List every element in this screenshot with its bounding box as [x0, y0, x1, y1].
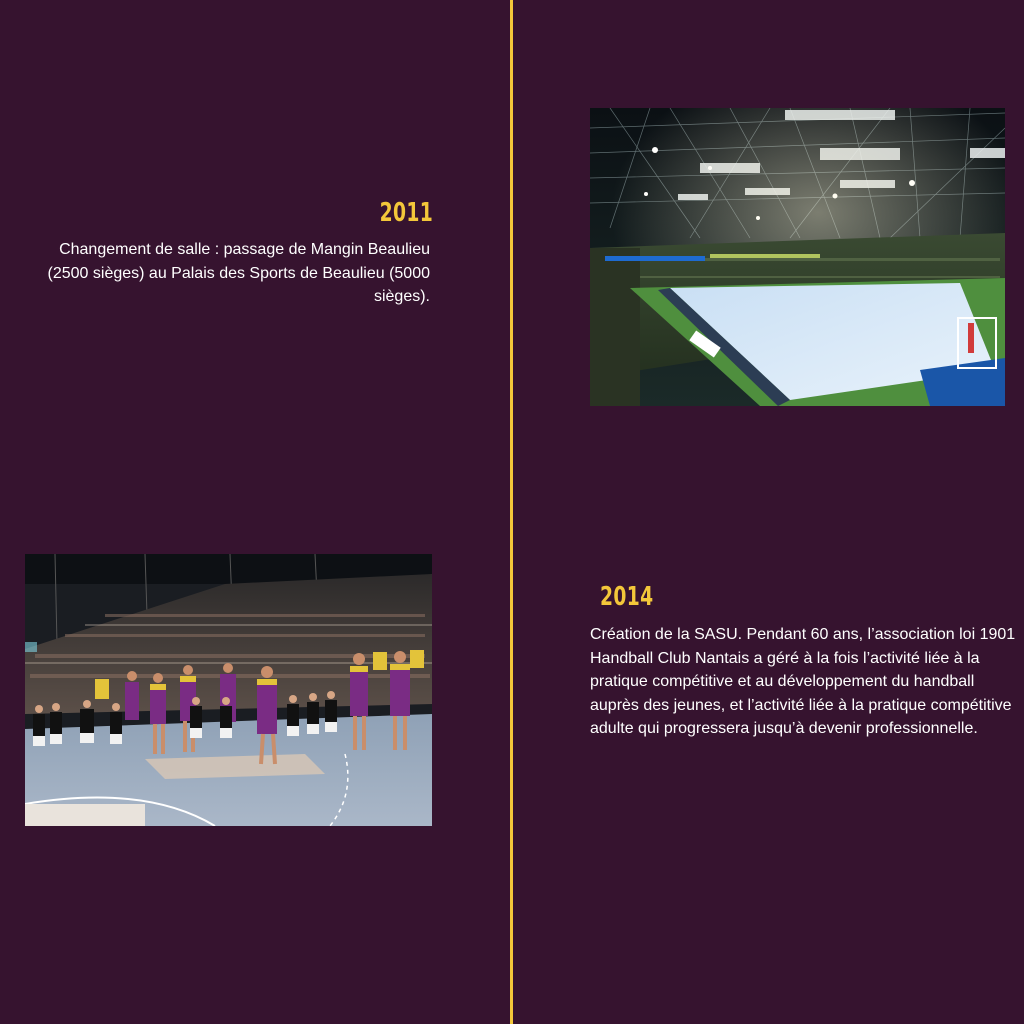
- team-lineup-photo: [25, 554, 432, 826]
- timeline-line: [510, 0, 513, 1024]
- entry-2014-text: Création de la SASU. Pendant 60 ans, l’association loi 1901 Handball Club Nantais a géré à la fois l’activité liée à la pratique compétitive et au développement du handball auprès des jeunes, et l’activité liée à la pratique compétitive adulte qui progressera jusqu’à devenir professionnelle.: [590, 626, 1016, 737]
- year-2011: 2011: [379, 198, 434, 228]
- entry-2011-text: Changement de salle : passage de Mangin Beaulieu (2500 sièges) au Palais des Sports de Beaulieu (5000 sièges).: [47, 241, 430, 305]
- arena-interior-photo: [590, 108, 1005, 406]
- year-2014: 2014: [600, 582, 654, 612]
